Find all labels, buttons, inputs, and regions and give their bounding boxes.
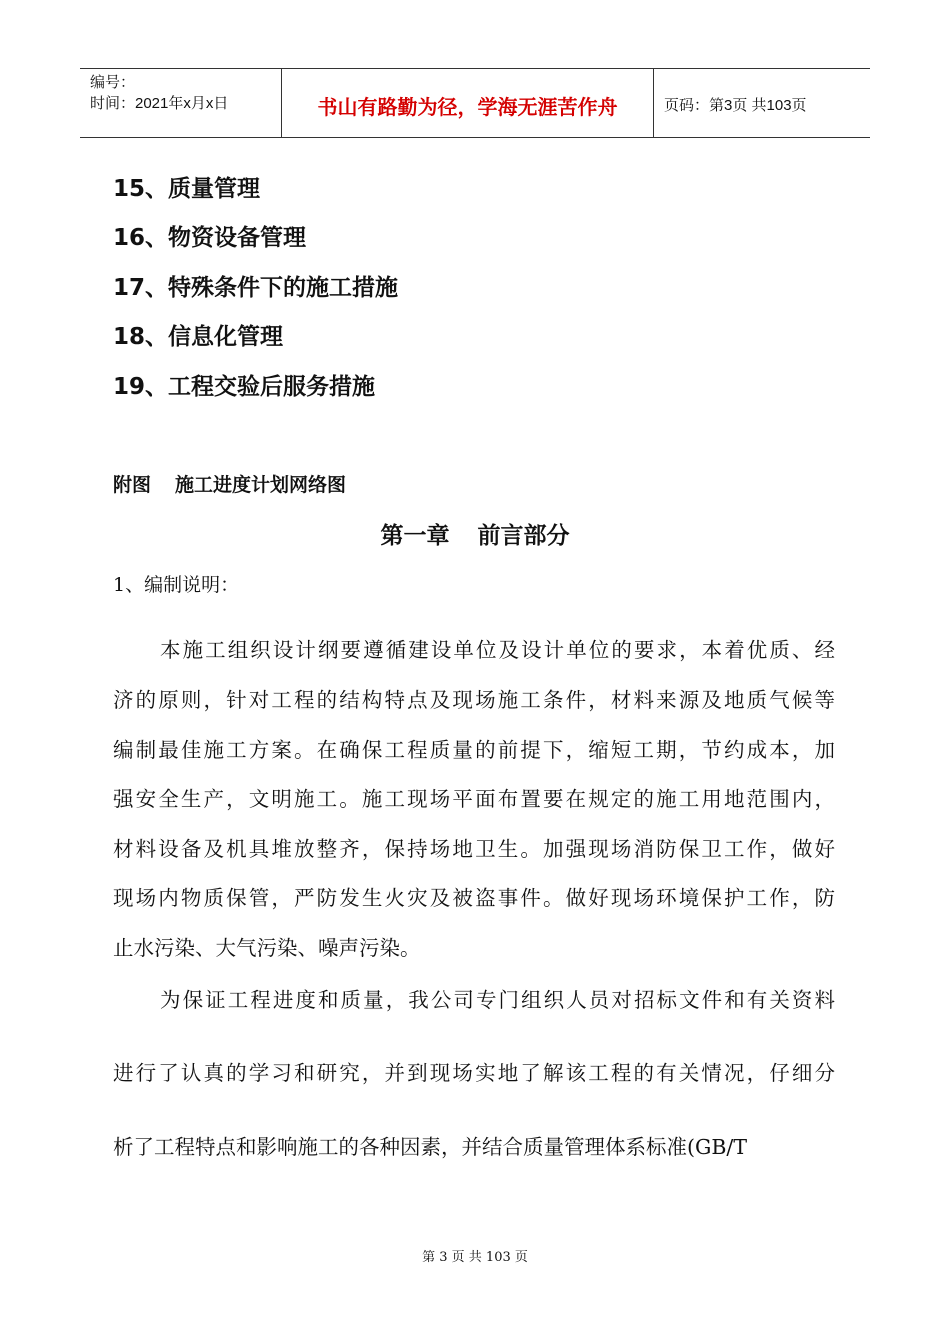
toc-item: 17、特殊条件下的施工措施	[113, 275, 399, 301]
appendix-heading	[113, 470, 346, 497]
paragraph-line: 材料设备及机具堆放整齐，保持场地卫生。加强现场消防保卫工作，做好	[113, 837, 835, 861]
toc-item: 19、工程交验后服务措施	[113, 374, 376, 400]
header-page-cell	[654, 69, 870, 137]
header-motto: 书山有路勤为径，学海无涯苦作舟	[317, 94, 618, 119]
paragraph-line: 济的原则，针对工程的结构特点及现场施工条件，材料来源及地质气候等	[113, 688, 835, 712]
paragraph-line: 止水污染、大气污染、噪声污染。	[113, 936, 421, 960]
header-page-info: 页码：第3页 共103页	[664, 96, 807, 114]
chapter-number: 第一章	[380, 523, 450, 549]
paragraph-line: 析了工程特点和影响施工的各种因素，并结合质量管理体系标准(GB/T	[113, 1135, 748, 1159]
paragraph-line: 本施工组织设计纲要遵循建设单位及设计单位的要求，本着优质、经	[160, 638, 835, 662]
document-number-label: 编号：	[90, 74, 136, 91]
page-footer: 第 3 页 共 103 页	[422, 1250, 528, 1265]
chapter-title: 前言部分	[477, 523, 570, 549]
appendix-title: 施工进度计划网络图	[175, 474, 347, 496]
appendix-label: 附图	[113, 474, 152, 496]
page-header	[80, 68, 870, 138]
section-title: 1、编制说明：	[113, 574, 240, 596]
paragraph-line: 现场内物质保管，严防发生火灾及被盗事件。做好现场环境保护工作，防	[113, 886, 835, 910]
header-meta-cell	[80, 69, 282, 137]
paragraph-line: 进行了认真的学习和研究，并到现场实地了解该工程的有关情况，仔细分	[113, 1061, 835, 1085]
paragraph-line: 为保证工程进度和质量，我公司专门组织人员对招标文件和有关资料	[160, 988, 835, 1012]
toc-item: 18、信息化管理	[113, 324, 284, 350]
toc-item: 16、物资设备管理	[113, 225, 307, 251]
chapter-heading	[0, 517, 950, 550]
header-motto-cell	[282, 69, 654, 137]
paragraph-line: 编制最佳施工方案。在确保工程质量的前提下，缩短工期，节约成本，加	[113, 738, 835, 762]
paragraph-line: 强安全生产，文明施工。施工现场平面布置要在规定的施工用地范围内，	[113, 787, 835, 811]
document-date-label: 时间：2021年x月x日	[90, 95, 229, 112]
toc-item: 15、质量管理	[113, 176, 261, 202]
